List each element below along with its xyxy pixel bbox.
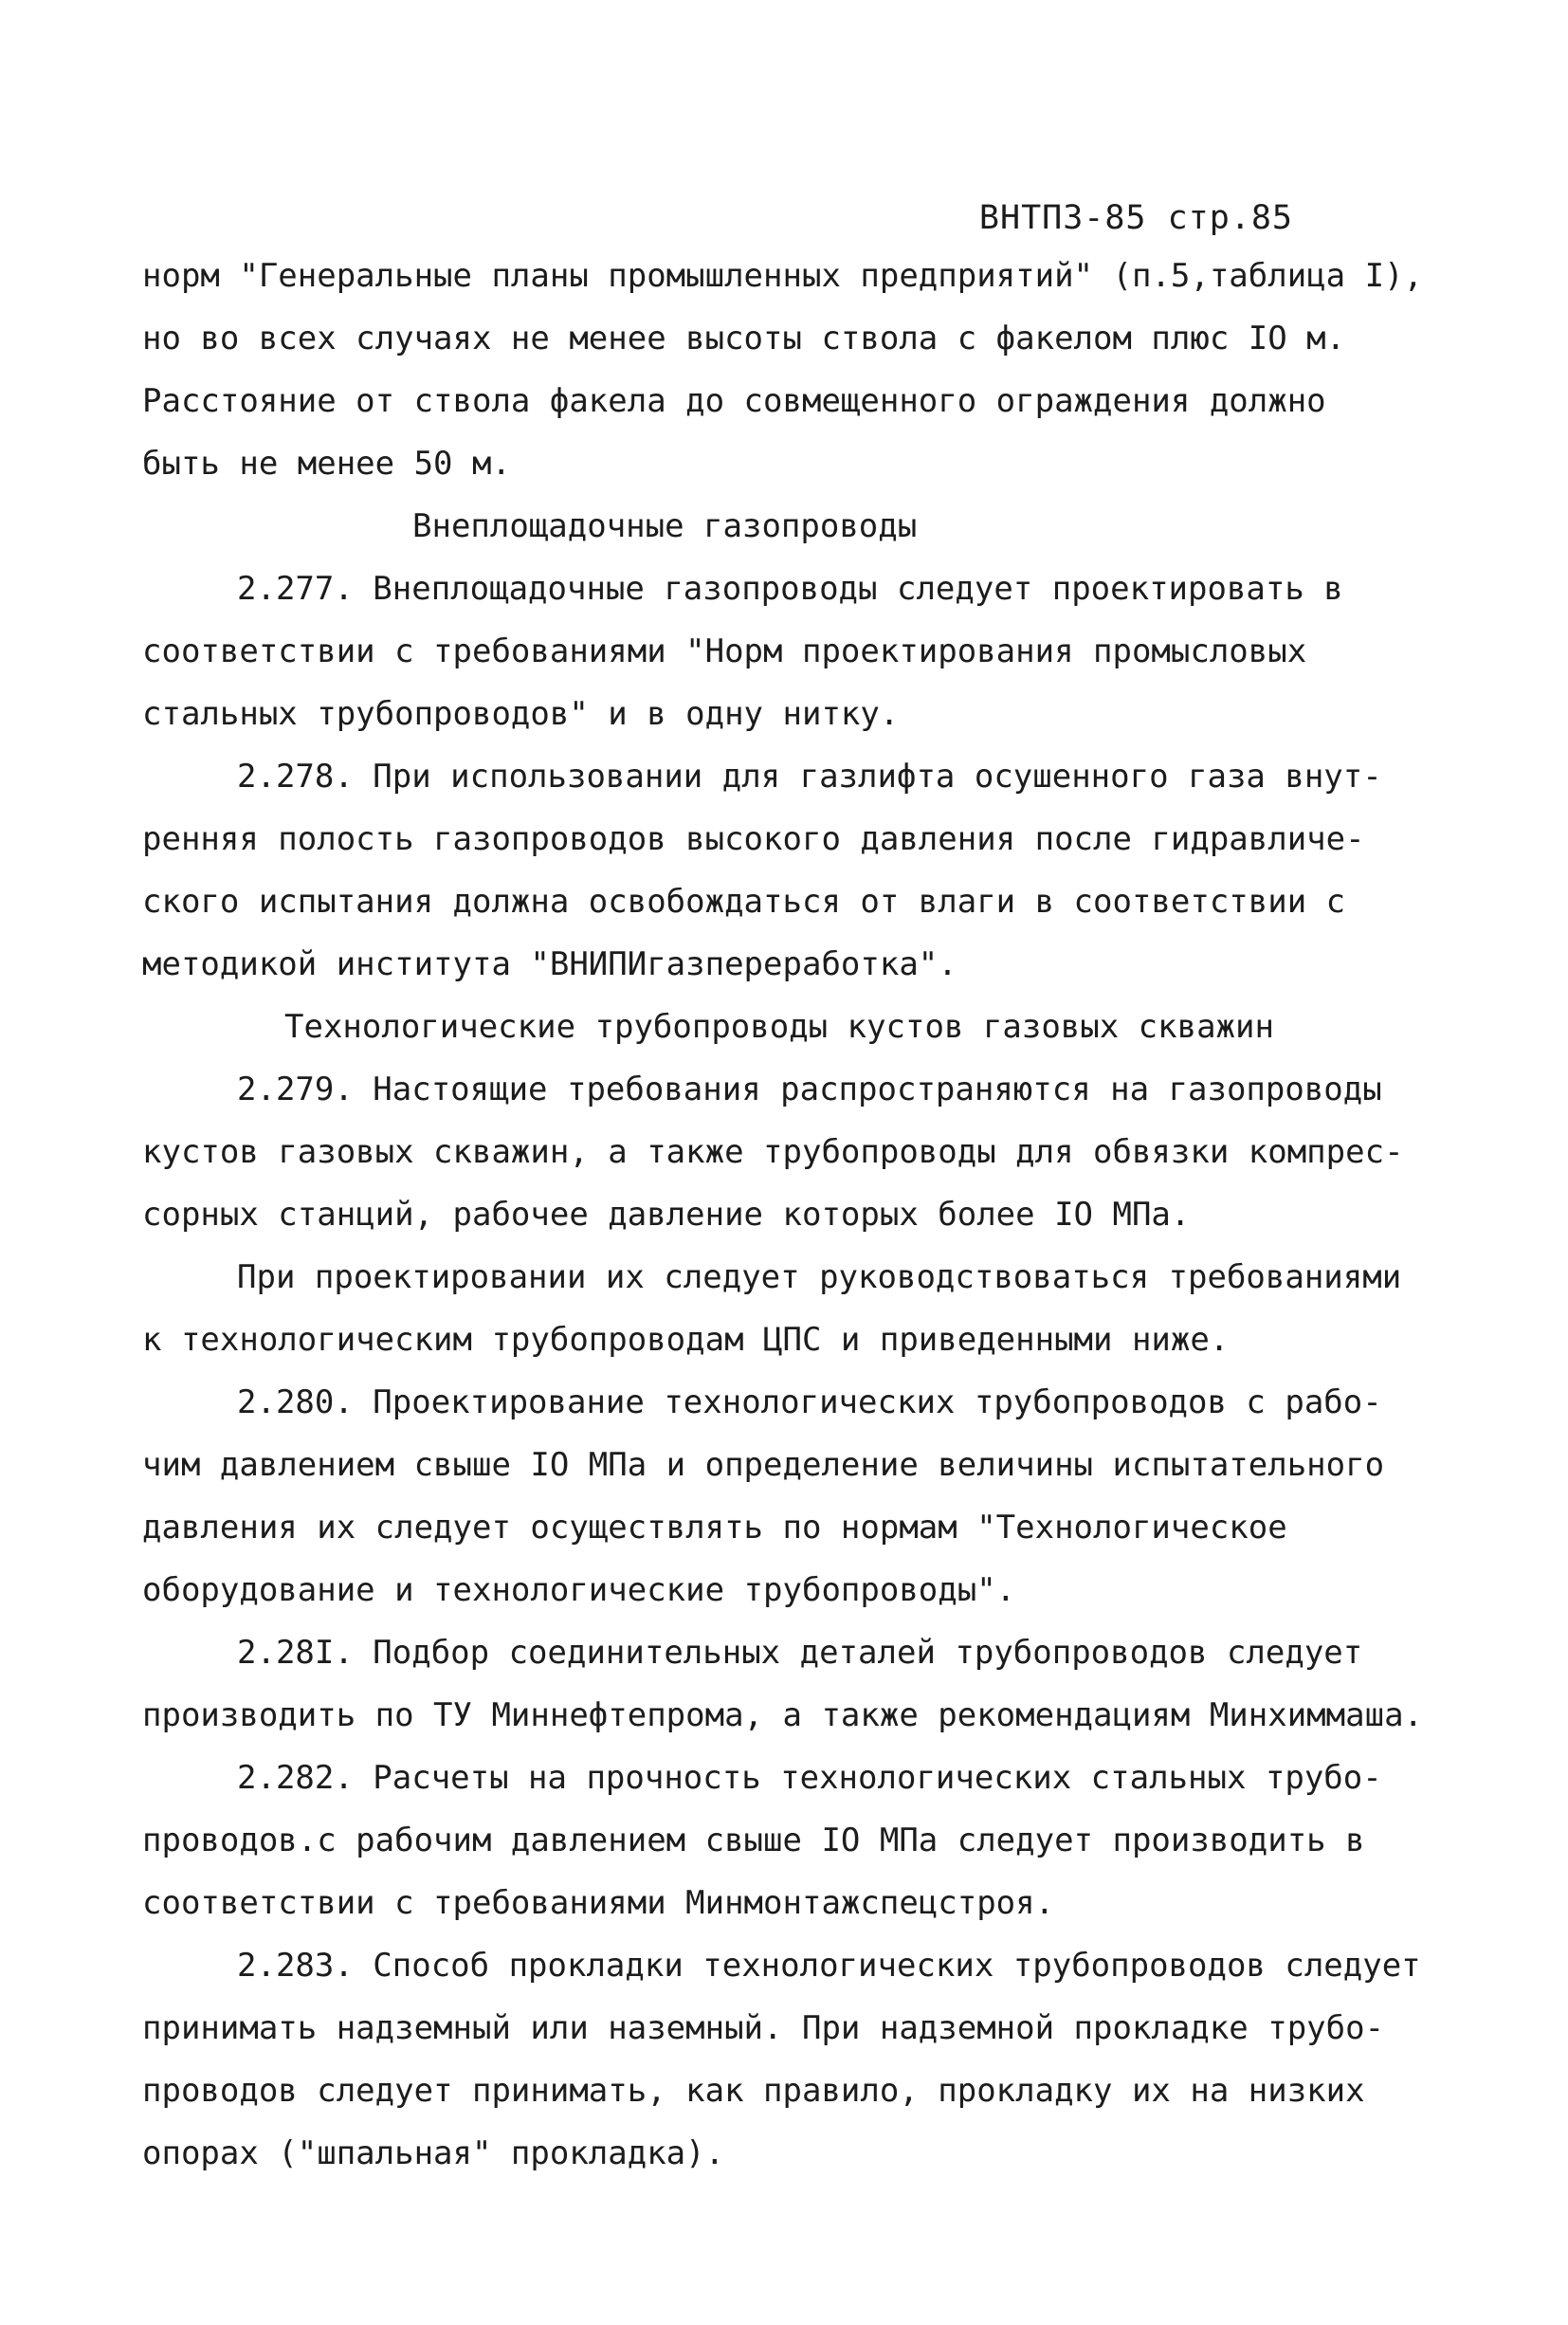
paragraph-2-279-line: сорных станций, рабочее давление которых более IO МПа. [142,1196,1191,1234]
paragraph-2-279-continued-line: к технологическим трубопроводам ЦПС и приведенными ниже. [142,1321,1230,1359]
paragraph-2-283-line: принимать надземный или наземный. При надземной прокладке трубо- [142,2009,1385,2047]
paragraph-2-281-line: 2.28I. Подбор соединительных деталей трубопроводов следует [237,1634,1363,1672]
paragraph-2-278-line: ренняя полость газопроводов высокого давления после гидравличе- [142,820,1365,858]
paragraph-2-280-line: чим давлением свыше IO МПа и определение величины испытательного [142,1446,1385,1484]
section-heading-process-pipelines: Технологические трубопроводы кустов газовых скважин [284,1008,1274,1046]
document-body [142,245,1422,2185]
intro-line: Расстояние от ствола факела до совмещенного ограждения должно [142,382,1326,420]
paragraph-2-279-line: кустов газовых скважин, а также трубопроводы для обвязки компрес- [142,1133,1404,1171]
paragraph-2-278-line: 2.278. При использовании для газлифта осушенного газа внут- [237,758,1382,796]
paragraph-2-279-line: 2.279. Настоящие требования распространяются на газопроводы [237,1071,1382,1108]
paragraph-2-280-line: давления их следует осуществлять по нормам "Технологическое [142,1509,1287,1547]
paragraph-2-278-line: ского испытания должна освобождаться от влаги в соответствии с [142,883,1346,921]
paragraph-2-277-line: 2.277. Внеплощадочные газопроводы следует проектировать в [237,570,1343,608]
paragraph-2-278-line: методикой института "ВНИПИгазпереработка". [142,945,957,983]
paragraph-2-280-line: оборудование и технологические трубопроводы". [142,1571,1016,1609]
paragraph-2-283-line: опорах ("шпальная" прокладка). [142,2134,725,2172]
paragraph-2-280-line: 2.280. Проектирование технологических трубопроводов с рабо- [237,1383,1382,1421]
paragraph-2-282-line: проводов.с рабочим давлением свыше IO МПа следует производить в [142,1822,1365,1859]
page-header: ВНТП3-85 стр.85 [978,199,1293,237]
paragraph-2-283-line: проводов следует принимать, как правило, прокладку их на низких [142,2072,1365,2110]
paragraph-2-281-line: производить по ТУ Миннефтепрома, а также рекомендациям Минхиммаша. [142,1696,1424,1734]
paragraph-2-277-line: стальных трубопроводов" и в одну нитку. [142,695,900,733]
intro-line: быть не менее 50 м. [142,445,511,483]
intro-line: норм "Генеральные планы промышленных предприятий" (п.5,таблица I), [142,257,1424,295]
paragraph-2-279-continued-line: При проектировании их следует руководствоваться требованиями [237,1258,1402,1296]
paragraph-2-277-line: соответствии с требованиями "Норм проектирования промысловых [142,632,1307,670]
paragraph-2-282-line: соответствии с требованиями Минмонтажспецстроя. [142,1884,1055,1922]
intro-line: но во всех случаях не менее высоты ствола с факелом плюс IO м. [142,320,1346,357]
section-heading-offsite-pipelines: Внеплощадочные газопроводы [412,507,918,545]
paragraph-2-282-line: 2.282. Расчеты на прочность технологических стальных трубо- [237,1759,1382,1797]
paragraph-2-283-line: 2.283. Способ прокладки технологических трубопроводов следует [237,1947,1421,1985]
